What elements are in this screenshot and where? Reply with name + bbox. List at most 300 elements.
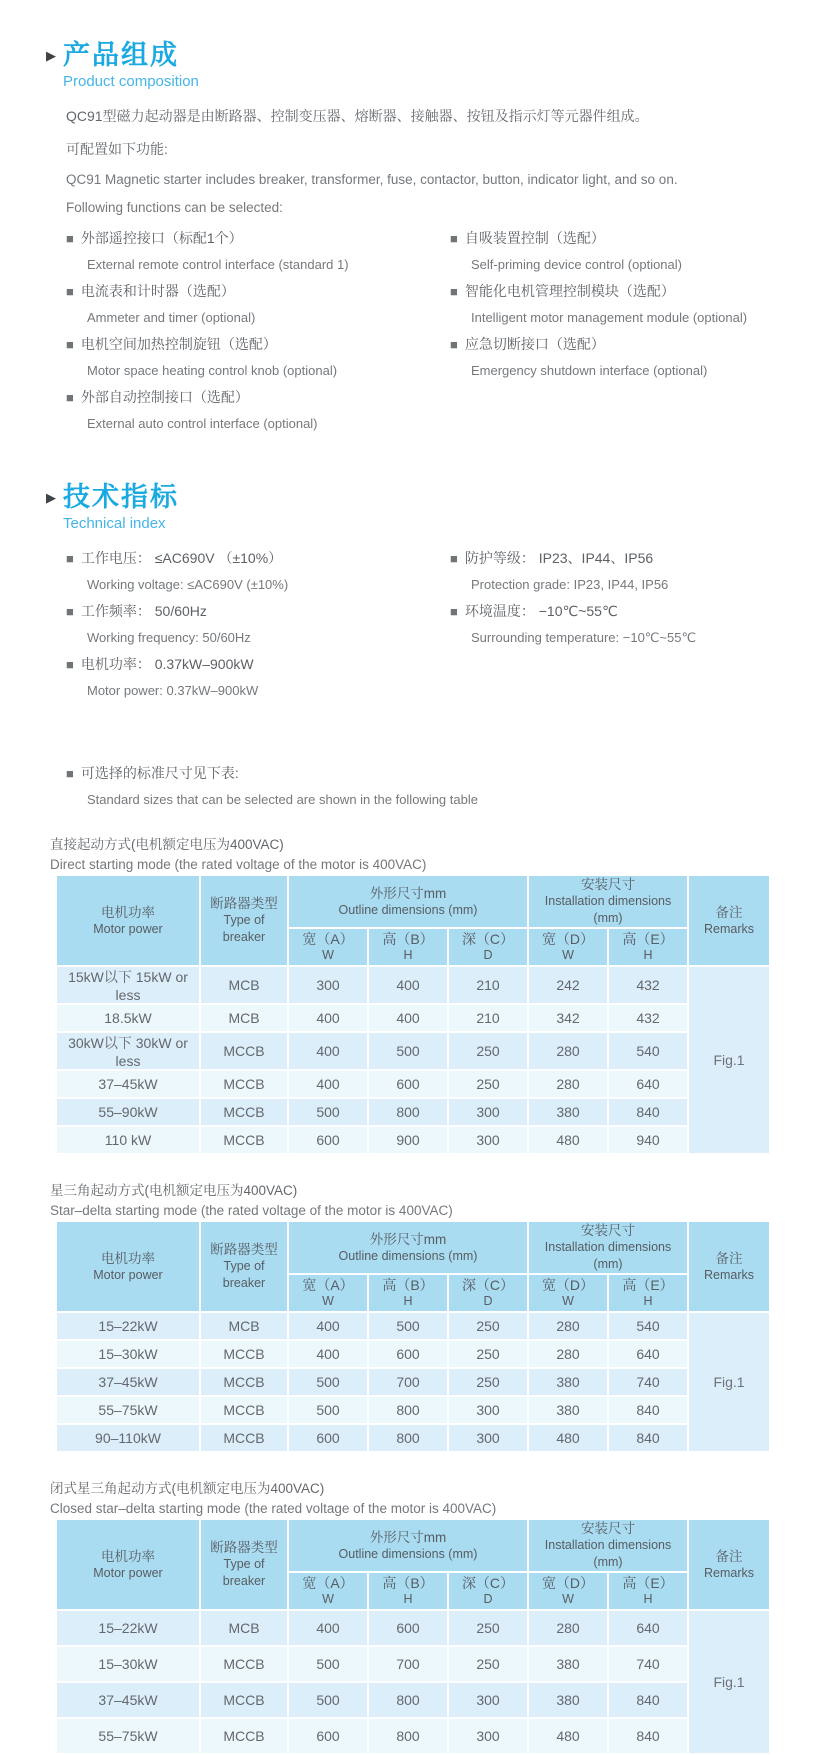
cell-motor-power: 15–22kW <box>57 1313 199 1339</box>
cell-depth-c: 300 <box>449 1425 527 1451</box>
col-subheader-depth-c <box>449 929 527 965</box>
col-subheader-depth-c-en: D <box>483 1592 493 1606</box>
cell-height-e: 640 <box>609 1071 687 1097</box>
spec-item-text-zh: 电机功率： 0.37kW–900kW <box>80 656 254 672</box>
col-header-remarks <box>689 1222 769 1311</box>
col-subheader-width-a-zh: 宽（A） <box>302 1277 354 1293</box>
table-row <box>57 1341 769 1367</box>
section-marker-icon: ▶ <box>46 48 56 63</box>
col-header-outline-dimensions-zh: 外形尺寸mm <box>369 1231 447 1247</box>
col-subheader-height-b <box>369 1275 447 1311</box>
col-header-breaker-type <box>201 1520 287 1609</box>
col-subheader-width-d-zh: 宽（D） <box>541 1277 595 1293</box>
feature-item <box>450 334 830 378</box>
bullet-square-icon: ■ <box>66 336 74 352</box>
bullet-square-icon: ■ <box>450 550 458 566</box>
cell-breaker-type: MCCB <box>201 1425 287 1451</box>
table-caption-zh: 闭式星三角起动方式(电机额定电压为400VAC) <box>50 1481 325 1496</box>
cell-motor-power: 15–30kW <box>57 1341 199 1367</box>
feature-item <box>450 228 830 272</box>
col-subheader-height-b-en: H <box>403 1294 413 1308</box>
spec-list-left <box>66 548 450 707</box>
table-row <box>57 1369 769 1395</box>
spec-columns <box>66 548 830 707</box>
spec-item-text-zh: 工作频率： 50/60Hz <box>80 603 207 619</box>
col-subheader-width-a-en: W <box>322 1294 334 1308</box>
bullet-square-icon: ■ <box>66 389 74 405</box>
col-header-outline-dimensions-en: Outline dimensions (mm) <box>338 902 478 917</box>
col-header-remarks-en: Remarks <box>703 1267 754 1282</box>
cell-width-d: 380 <box>529 1683 607 1717</box>
table-row <box>57 1005 769 1031</box>
cell-height-b: 800 <box>369 1099 447 1125</box>
feature-item-text-en: Motor space heating control knob (optional) <box>87 363 338 378</box>
cell-width-d: 242 <box>529 967 607 1003</box>
col-header-outline-dimensions-zh: 外形尺寸mm <box>369 885 447 901</box>
col-header-motor-power <box>57 1222 199 1311</box>
cell-height-e: 640 <box>609 1611 687 1645</box>
col-subheader-width-a-en: W <box>322 948 334 962</box>
cell-depth-c: 300 <box>449 1719 527 1753</box>
feature-item-zh <box>450 228 830 248</box>
feature-item-zh <box>66 334 450 354</box>
feature-item-text-en: Self-priming device control (optional) <box>471 257 682 272</box>
table-row <box>57 1127 769 1153</box>
cell-height-b: 600 <box>369 1071 447 1097</box>
spec-item-zh <box>66 654 450 674</box>
feature-item-text-en: Emergency shutdown interface (optional) <box>471 363 708 378</box>
col-subheader-width-a <box>289 1573 367 1609</box>
feature-item-text-en: External remote control interface (standard 1) <box>87 257 349 272</box>
bullet-square-icon: ■ <box>66 230 74 246</box>
cell-breaker-type: MCB <box>201 1313 287 1339</box>
cell-width-a: 400 <box>289 1033 367 1069</box>
bullet-square-icon: ■ <box>66 603 74 619</box>
cell-width-d: 380 <box>529 1397 607 1423</box>
col-subheader-width-d-zh: 宽（D） <box>541 1575 595 1591</box>
col-subheader-height-b-zh: 高（B） <box>382 931 434 947</box>
cell-depth-c: 210 <box>449 1005 527 1031</box>
col-header-installation-dimensions-zh: 安装尺寸 <box>581 877 635 892</box>
feature-columns <box>66 228 830 440</box>
cell-width-d: 342 <box>529 1005 607 1031</box>
feature-item-zh <box>66 228 450 248</box>
cell-depth-c: 300 <box>449 1127 527 1153</box>
cell-depth-c: 250 <box>449 1611 527 1645</box>
col-header-remarks-en: Remarks <box>703 921 754 936</box>
size-tables <box>0 833 830 1755</box>
cell-height-e: 940 <box>609 1127 687 1153</box>
intro-paragraphs <box>66 106 830 215</box>
bullet-square-icon: ■ <box>66 656 74 672</box>
col-subheader-height-b <box>369 929 447 965</box>
note-line-zh <box>66 763 478 783</box>
table-row <box>57 1397 769 1423</box>
section-header <box>46 482 830 532</box>
size-table <box>55 1518 771 1755</box>
cell-height-e: 840 <box>609 1397 687 1423</box>
cell-width-a: 300 <box>289 967 367 1003</box>
table-row <box>57 1033 769 1069</box>
feature-item-zh <box>66 281 450 301</box>
cell-breaker-type: MCCB <box>201 1099 287 1125</box>
col-header-installation-dimensions-en: Installation dimensions (mm) <box>544 1538 672 1569</box>
feature-item-text-zh: 电流表和计时器（选配） <box>80 283 235 299</box>
spec-list-right <box>450 548 830 707</box>
table-caption-en: Closed star–delta starting mode (the rated voltage of the motor is 400VAC) <box>50 1501 497 1516</box>
col-header-breaker-type-zh: 断路器类型 <box>210 1242 278 1257</box>
cell-breaker-type: MCB <box>201 1005 287 1031</box>
cell-height-e: 740 <box>609 1369 687 1395</box>
cell-height-b: 400 <box>369 967 447 1003</box>
section-title-zh: 产品组成 <box>63 40 179 70</box>
feature-item-text-en: Intelligent motor management module (optional) <box>471 310 748 325</box>
note-text-en: Standard sizes that can be selected are shown in the following table <box>87 792 478 807</box>
col-header-motor-power-zh: 电机功率 <box>101 1250 155 1266</box>
cell-breaker-type: MCCB <box>201 1647 287 1681</box>
cell-motor-power: 37–45kW <box>57 1683 199 1717</box>
col-header-motor-power-en: Motor power <box>93 1267 163 1282</box>
col-header-outline-dimensions-en: Outline dimensions (mm) <box>338 1248 478 1263</box>
col-subheader-width-a <box>289 929 367 965</box>
table-row <box>57 967 769 1003</box>
col-header-breaker-type-en: Type of breaker <box>222 1259 266 1290</box>
col-header-breaker-type-en: Type of breaker <box>222 913 266 944</box>
feature-item-zh <box>66 387 450 407</box>
cell-breaker-type: MCCB <box>201 1369 287 1395</box>
cell-width-a: 400 <box>289 1611 367 1645</box>
cell-height-e: 540 <box>609 1033 687 1069</box>
col-subheader-depth-c <box>449 1573 527 1609</box>
col-header-remarks <box>689 876 769 965</box>
col-subheader-width-d-zh: 宽（D） <box>541 931 595 947</box>
col-header-breaker-type-zh: 断路器类型 <box>210 896 278 911</box>
cell-depth-c: 300 <box>449 1099 527 1125</box>
col-header-installation-dimensions-zh: 安装尺寸 <box>581 1521 635 1536</box>
col-header-installation-dimensions <box>529 1520 687 1571</box>
col-header-outline-dimensions-en: Outline dimensions (mm) <box>338 1546 478 1561</box>
col-header-motor-power-zh: 电机功率 <box>101 904 155 920</box>
cell-width-d: 280 <box>529 1071 607 1097</box>
intro-line: QC91型磁力起动器是由断路器、控制变压器、熔断器、接触器、按钮及指示灯等元器件组成。 <box>66 108 649 124</box>
col-header-motor-power <box>57 876 199 965</box>
cell-depth-c: 210 <box>449 967 527 1003</box>
table-caption-zh: 星三角起动方式(电机额定电压为400VAC) <box>50 1183 298 1198</box>
col-header-outline-dimensions <box>289 1222 527 1273</box>
cell-height-b: 600 <box>369 1611 447 1645</box>
cell-breaker-type: MCB <box>201 1611 287 1645</box>
cell-height-b: 700 <box>369 1647 447 1681</box>
spec-item-text-en: Surrounding temperature: −10℃~55℃ <box>471 630 697 645</box>
cell-width-d: 480 <box>529 1425 607 1451</box>
feature-item-text-zh: 外部自动控制接口（选配） <box>80 389 249 405</box>
cell-motor-power: 37–45kW <box>57 1369 199 1395</box>
cell-breaker-type: MCCB <box>201 1071 287 1097</box>
cell-depth-c: 250 <box>449 1369 527 1395</box>
cell-width-a: 400 <box>289 1313 367 1339</box>
cell-breaker-type: MCCB <box>201 1683 287 1717</box>
section-header <box>46 40 830 90</box>
col-header-installation-dimensions-en: Installation dimensions (mm) <box>544 894 672 925</box>
cell-depth-c: 250 <box>449 1071 527 1097</box>
bullet-square-icon: ■ <box>66 283 74 299</box>
cell-height-e: 840 <box>609 1099 687 1125</box>
intro-line: QC91 Magnetic starter includes breaker, transformer, fuse, contactor, button, indicator light, and so on. <box>66 172 678 187</box>
feature-item-text-en: External auto control interface (optional) <box>87 416 318 431</box>
table-row <box>57 1719 769 1753</box>
cell-width-a: 500 <box>289 1647 367 1681</box>
col-header-installation-dimensions <box>529 876 687 927</box>
feature-item-text-en: Ammeter and timer (optional) <box>87 310 256 325</box>
feature-item-zh <box>450 334 830 354</box>
bullet-square-icon: ■ <box>66 765 74 781</box>
spec-item <box>66 601 450 645</box>
col-subheader-depth-c-en: D <box>483 948 493 962</box>
section-product-composition <box>0 40 830 440</box>
cell-width-d: 380 <box>529 1647 607 1681</box>
spec-item-text-zh: 环境温度： −10℃~55℃ <box>464 603 618 619</box>
col-header-installation-dimensions-en: Installation dimensions (mm) <box>544 1240 672 1271</box>
col-header-outline-dimensions <box>289 1520 527 1571</box>
col-header-motor-power-en: Motor power <box>93 1565 163 1580</box>
feature-item-text-zh: 自吸装置控制（选配） <box>464 230 605 246</box>
standard-sizes-note <box>66 763 830 809</box>
cell-motor-power: 90–110kW <box>57 1425 199 1451</box>
cell-width-a: 500 <box>289 1683 367 1717</box>
col-subheader-depth-c-zh: 深（C） <box>461 1575 515 1591</box>
feature-item <box>66 387 450 431</box>
feature-item <box>66 334 450 378</box>
cell-breaker-type: MCCB <box>201 1397 287 1423</box>
bullet-square-icon: ■ <box>450 230 458 246</box>
cell-width-d: 280 <box>529 1341 607 1367</box>
spec-item <box>66 548 450 592</box>
cell-remarks: Fig.1 <box>689 967 769 1153</box>
col-subheader-depth-c <box>449 1275 527 1311</box>
feature-item-text-zh: 应急切断接口（选配） <box>464 336 605 352</box>
col-subheader-height-e-zh: 高（E） <box>622 1575 674 1591</box>
col-subheader-width-d <box>529 1573 607 1609</box>
cell-width-d: 480 <box>529 1127 607 1153</box>
table-row <box>57 1099 769 1125</box>
table-caption-zh: 直接起动方式(电机额定电压为400VAC) <box>50 837 284 852</box>
table-row <box>57 1611 769 1645</box>
cell-height-e: 840 <box>609 1425 687 1451</box>
col-header-remarks <box>689 1520 769 1609</box>
cell-remarks: Fig.1 <box>689 1313 769 1451</box>
cell-depth-c: 250 <box>449 1647 527 1681</box>
cell-height-e: 740 <box>609 1647 687 1681</box>
feature-item <box>66 281 450 325</box>
cell-height-b: 800 <box>369 1683 447 1717</box>
col-header-remarks-zh: 备注 <box>715 1250 743 1266</box>
cell-breaker-type: MCB <box>201 967 287 1003</box>
col-subheader-width-a-zh: 宽（A） <box>302 1575 354 1591</box>
feature-item-zh <box>450 281 830 301</box>
col-subheader-width-d <box>529 929 607 965</box>
col-subheader-width-d <box>529 1275 607 1311</box>
col-header-breaker-type <box>201 1222 287 1311</box>
spec-item-text-zh: 防护等级： IP23、IP44、IP56 <box>464 550 654 566</box>
col-subheader-depth-c-en: D <box>483 1294 493 1308</box>
cell-width-d: 380 <box>529 1099 607 1125</box>
cell-breaker-type: MCCB <box>201 1341 287 1367</box>
col-header-motor-power-zh: 电机功率 <box>101 1548 155 1564</box>
cell-width-d: 280 <box>529 1313 607 1339</box>
cell-height-e: 640 <box>609 1341 687 1367</box>
feature-item <box>66 228 450 272</box>
spec-item <box>66 654 450 698</box>
col-subheader-width-d-en: W <box>562 948 574 962</box>
cell-width-d: 480 <box>529 1719 607 1753</box>
cell-height-e: 432 <box>609 967 687 1003</box>
size-table <box>55 1220 771 1453</box>
col-subheader-height-b-zh: 高（B） <box>382 1575 434 1591</box>
table-row <box>57 1425 769 1451</box>
cell-height-b: 400 <box>369 1005 447 1031</box>
col-subheader-width-a-en: W <box>322 1592 334 1606</box>
cell-motor-power: 30kW以下 30kW or less <box>57 1033 199 1069</box>
spec-item-text-en: Working voltage: ≤AC690V (±10%) <box>87 577 289 592</box>
spec-item-text-en: Protection grade: IP23, IP44, IP56 <box>471 577 669 592</box>
feature-item-text-zh: 外部遥控接口（标配1个） <box>80 230 243 246</box>
size-table-block <box>0 833 830 1155</box>
cell-height-e: 840 <box>609 1719 687 1753</box>
spec-item <box>450 601 830 646</box>
cell-height-e: 840 <box>609 1683 687 1717</box>
section-title-en: Technical index <box>63 515 166 532</box>
cell-width-a: 400 <box>289 1005 367 1031</box>
cell-width-a: 500 <box>289 1397 367 1423</box>
bullet-square-icon: ■ <box>450 603 458 619</box>
table-row <box>57 1313 769 1339</box>
col-header-remarks-zh: 备注 <box>715 904 743 920</box>
col-subheader-height-e <box>609 1275 687 1311</box>
intro-line: Following functions can be selected: <box>66 200 283 215</box>
col-header-outline-dimensions <box>289 876 527 927</box>
spec-item-text-en: Working frequency: 50/60Hz <box>87 630 251 645</box>
cell-depth-c: 300 <box>449 1397 527 1423</box>
feature-item <box>450 281 830 325</box>
cell-width-d: 280 <box>529 1033 607 1069</box>
cell-depth-c: 250 <box>449 1033 527 1069</box>
col-subheader-height-b-zh: 高（B） <box>382 1277 434 1293</box>
cell-remarks: Fig.1 <box>689 1611 769 1753</box>
cell-height-b: 700 <box>369 1369 447 1395</box>
col-subheader-width-d-en: W <box>562 1294 574 1308</box>
col-subheader-depth-c-zh: 深（C） <box>461 1277 515 1293</box>
col-header-outline-dimensions-zh: 外形尺寸mm <box>369 1529 447 1545</box>
cell-height-b: 500 <box>369 1033 447 1069</box>
cell-motor-power: 110 kW <box>57 1127 199 1153</box>
cell-motor-power: 15–30kW <box>57 1647 199 1681</box>
cell-width-d: 280 <box>529 1611 607 1645</box>
col-subheader-width-d-en: W <box>562 1592 574 1606</box>
cell-motor-power: 55–75kW <box>57 1397 199 1423</box>
spec-item <box>450 548 830 592</box>
size-table-block <box>0 1477 830 1755</box>
col-subheader-height-e-en: H <box>643 1592 653 1606</box>
cell-height-b: 800 <box>369 1425 447 1451</box>
bullet-square-icon: ■ <box>450 283 458 299</box>
feature-list-right <box>450 228 830 440</box>
section-technical-index <box>0 482 830 707</box>
cell-width-a: 400 <box>289 1341 367 1367</box>
bullet-square-icon: ■ <box>450 336 458 352</box>
col-subheader-height-e-zh: 高（E） <box>622 931 674 947</box>
table-caption-en: Direct starting mode (the rated voltage of the motor is 400VAC) <box>50 857 427 872</box>
table-caption-en: Star–delta starting mode (the rated voltage of the motor is 400VAC) <box>50 1203 453 1218</box>
note-text-zh: 可选择的标准尺寸见下表: <box>80 765 239 781</box>
col-subheader-height-e-en: H <box>643 1294 653 1308</box>
cell-width-a: 600 <box>289 1719 367 1753</box>
feature-list-left <box>66 228 450 440</box>
cell-width-a: 400 <box>289 1071 367 1097</box>
col-subheader-width-a <box>289 1275 367 1311</box>
cell-width-a: 600 <box>289 1127 367 1153</box>
col-header-motor-power <box>57 1520 199 1609</box>
cell-height-b: 900 <box>369 1127 447 1153</box>
cell-motor-power: 15–22kW <box>57 1611 199 1645</box>
cell-width-a: 500 <box>289 1369 367 1395</box>
col-subheader-height-b <box>369 1573 447 1609</box>
cell-width-d: 380 <box>529 1369 607 1395</box>
cell-height-e: 432 <box>609 1005 687 1031</box>
size-table-block <box>0 1179 830 1453</box>
section-title-en: Product composition <box>63 73 199 90</box>
cell-height-b: 800 <box>369 1397 447 1423</box>
cell-motor-power: 55–90kW <box>57 1099 199 1125</box>
cell-breaker-type: MCCB <box>201 1033 287 1069</box>
cell-height-b: 500 <box>369 1313 447 1339</box>
intro-line: 可配置如下功能: <box>66 141 168 157</box>
cell-breaker-type: MCCB <box>201 1127 287 1153</box>
col-header-motor-power-en: Motor power <box>93 921 163 936</box>
cell-height-b: 800 <box>369 1719 447 1753</box>
col-subheader-height-b-en: H <box>403 948 413 962</box>
cell-height-b: 600 <box>369 1341 447 1367</box>
section-title-zh: 技术指标 <box>63 482 179 512</box>
col-subheader-depth-c-zh: 深（C） <box>461 931 515 947</box>
feature-item-text-zh: 电机空间加热控制旋钮（选配） <box>80 336 277 352</box>
table-row <box>57 1647 769 1681</box>
col-subheader-width-a-zh: 宽（A） <box>302 931 354 947</box>
col-subheader-height-e-zh: 高（E） <box>622 1277 674 1293</box>
spec-item-zh <box>450 548 830 568</box>
col-subheader-height-b-en: H <box>403 1592 413 1606</box>
spec-item-text-en: Motor power: 0.37kW–900kW <box>87 683 259 698</box>
feature-item-text-zh: 智能化电机管理控制模块（选配） <box>464 283 675 299</box>
section-marker-icon: ▶ <box>46 490 56 505</box>
cell-motor-power: 55–75kW <box>57 1719 199 1753</box>
cell-motor-power: 18.5kW <box>57 1005 199 1031</box>
cell-depth-c: 300 <box>449 1683 527 1717</box>
col-header-breaker-type-zh: 断路器类型 <box>210 1540 278 1555</box>
col-header-breaker-type <box>201 876 287 965</box>
cell-width-a: 600 <box>289 1425 367 1451</box>
cell-depth-c: 250 <box>449 1341 527 1367</box>
size-table <box>55 874 771 1155</box>
cell-breaker-type: MCCB <box>201 1719 287 1753</box>
spec-item-zh <box>450 601 830 621</box>
cell-depth-c: 250 <box>449 1313 527 1339</box>
spec-item-text-zh: 工作电压： ≤AC690V （±10%） <box>80 550 283 566</box>
col-header-remarks-en: Remarks <box>703 1565 754 1580</box>
col-header-remarks-zh: 备注 <box>715 1548 743 1564</box>
bullet-square-icon: ■ <box>66 550 74 566</box>
cell-width-a: 500 <box>289 1099 367 1125</box>
table-row <box>57 1683 769 1717</box>
